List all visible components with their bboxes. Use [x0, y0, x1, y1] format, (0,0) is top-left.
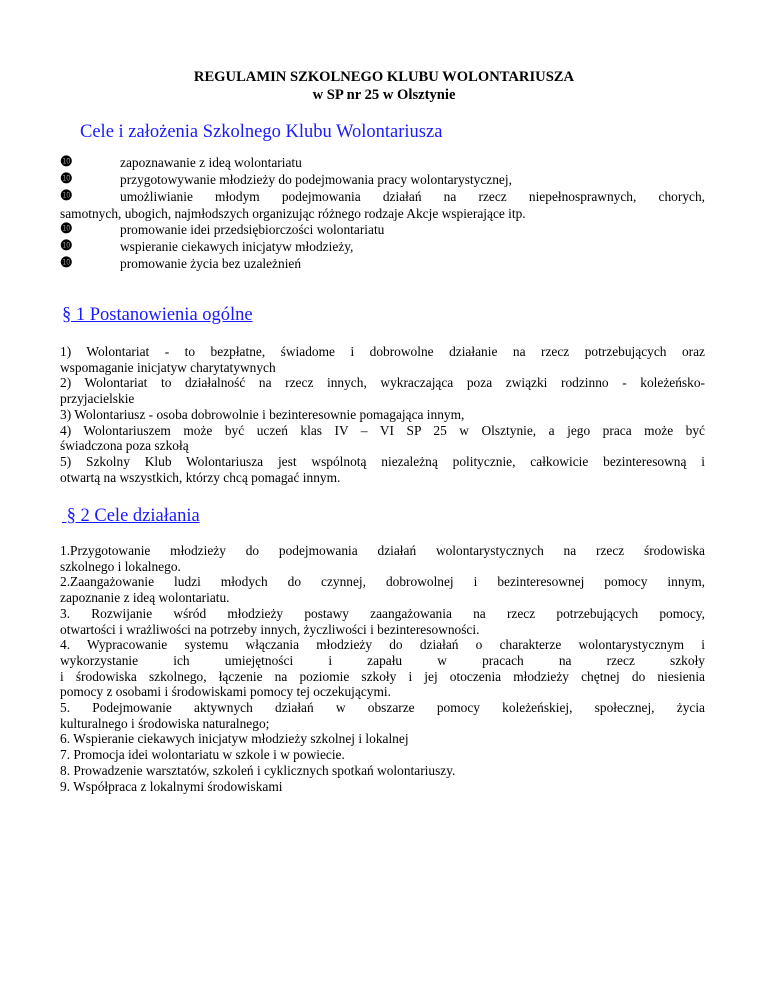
paragraph-line: pomocy z osobami i środowiskami pomocy tej oczekującymi. [60, 684, 391, 700]
paragraph-line: 8. Prowadzenie warsztatów, szkoleń i cyklicznych spotkań wolontariuszy. [60, 762, 456, 778]
paragraph-line: 4. Wypracowanie systemu włączania młodzieży do działań o charakterze wolontarystycznym i [60, 637, 705, 653]
section-1-body [60, 344, 705, 485]
paragraph-line: 3) Wolontariusz - osoba dobrowolnie i bezinteresownie pomagająca innym, [60, 406, 465, 422]
goal-item: ❿ wspieranie ciekawych inicjatyw młodzieży, [60, 239, 354, 254]
circled-ten-icon: ❿ [60, 172, 73, 187]
paragraph-line: 5. Podejmowanie aktywnych działań w obszarze pomocy koleżeńskiej, społecznej, życia [60, 700, 705, 716]
paragraph-line: otwartości i wrażliwości na potrzeby innych, życzliwości i bezinteresowności. [60, 621, 480, 637]
section-1-heading: § 1 Postanowienia ogólne [62, 305, 253, 325]
paragraph-line: 5) Szkolny Klub Wolontariusza jest wspólnotą niezależną politycznie, całkowicie bezinteresowną i [60, 453, 705, 469]
paragraph-line: kulturalnego i środowiska naturalnego; [60, 715, 270, 731]
paragraph-line: 2.Zaangażowanie ludzi młodych do czynnej, dobrowolnej i bezinteresownej pomocy innym, [60, 574, 705, 590]
goal-item: ❿ promowanie idei przedsiębiorczości wolontariatu [60, 222, 385, 237]
paragraph-line: 6. Wspieranie ciekawych inicjatyw młodzieży szkolnej i lokalnej [60, 731, 409, 747]
paragraph-line: 1) Wolontariat - to bezpłatne, świadome i dobrowolne działanie na rzecz potrzebujących oraz [60, 344, 705, 359]
goal-item: ❿ przygotowywanie młodzieży do podejmowania pracy wolontarystycznej, [60, 172, 512, 187]
goal-item-continuation: samotnych, ubogich, najmłodszych organizując różnego rodzaje Akcje wspierające itp. [60, 206, 526, 221]
paragraph-line: wspomaganie inicjatyw charytatywnych [60, 359, 276, 375]
circled-ten-icon: ❿ [60, 155, 73, 170]
paragraph-line: wykorzystanie ich umiejętności i zapału w pracach na rzecz szkoły [60, 652, 705, 668]
section-2-body [60, 543, 705, 794]
circled-ten-icon: ❿ [60, 189, 73, 204]
paragraph-line: 2) Wolontariat to działalność na rzecz innych, wykraczająca poza związki rodzinno - koleżeńsko- [60, 375, 705, 391]
paragraph-line: szkolnego i lokalnego. [60, 558, 181, 574]
circled-ten-icon: ❿ [60, 222, 73, 237]
goal-item: ❿ promowanie życia bez uzależnień [60, 256, 302, 271]
circled-ten-icon: ❿ [60, 239, 73, 254]
paragraph-line: świadczona poza szkołą [60, 438, 189, 454]
goal-item: ❿ umożliwianie młodym podejmowania działań na rzecz niepełnosprawnych, chorych, [60, 189, 705, 204]
title-line-1: REGULAMIN SZKOLNEGO KLUBU WOLONTARIUSZA [193, 69, 575, 85]
paragraph-line: przyjacielskie [60, 391, 135, 407]
paragraph-line: 7. Promocja idei wolontariatu w szkole i w powiecie. [60, 747, 345, 763]
document-title [60, 68, 708, 104]
goal-item: ❿ zapoznawanie z ideą wolontariatu [60, 155, 302, 170]
paragraph-line: i środowiska szkolnego, łączenie na poziomie szkoły i jej otoczenia młodzieży chętnej do niesienia [60, 668, 705, 684]
section-2-heading: § 2 Cele działania [62, 506, 200, 526]
title-line-2: w SP nr 25 w Olsztynie [312, 87, 456, 103]
goals-heading: Cele i założenia Szkolnego Klubu Wolontariusza [80, 122, 443, 142]
paragraph-line: 9. Współpraca z lokalnymi środowiskami [60, 778, 283, 794]
paragraph-line: 1.Przygotowanie młodzieży do podejmowania działań wolontarystycznych na rzecz środowiska [60, 543, 705, 558]
paragraph-line: 4) Wolontariuszem może być uczeń klas IV – VI SP 25 w Olsztynie, a jego praca może być [60, 422, 705, 438]
paragraph-line: zapoznanie z ideą wolontariatu. [60, 590, 230, 606]
circled-ten-icon: ❿ [60, 256, 73, 271]
paragraph-line: otwartą na wszystkich, którzy chcą pomagać innym. [60, 469, 341, 485]
paragraph-line: 3. Rozwijanie wśród młodzieży postawy zaangażowania na rzecz potrzebujących pomocy, [60, 605, 705, 621]
